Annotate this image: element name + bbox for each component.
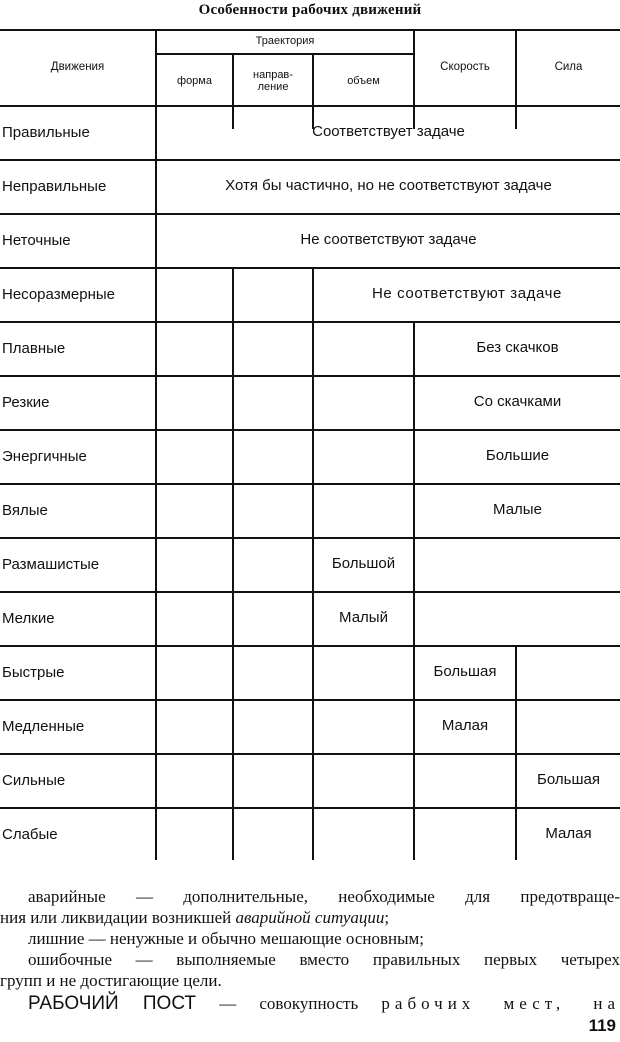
body-text xyxy=(0,886,620,1014)
row-label: Неточные xyxy=(2,231,71,249)
row-label: Несоразмерные xyxy=(2,285,115,303)
text-fragment-spaced: рабочих мест, на xyxy=(381,994,620,1013)
movements-table xyxy=(0,29,620,860)
page-number: 119 xyxy=(588,1016,616,1035)
row-value: Не соответствуют задаче xyxy=(372,284,562,302)
row-value: Большая xyxy=(433,662,497,680)
text-fragment: — совокупность xyxy=(196,994,382,1013)
table-caption: Особенности рабочих движений xyxy=(198,2,422,18)
table-line xyxy=(0,699,620,701)
paragraph-erroneous: ошибочные — выполняемые вместо правильных первых четырех xyxy=(28,950,620,969)
row-label: Быстрые xyxy=(2,663,65,681)
paragraph-emergency-cont xyxy=(0,907,620,928)
row-label: Размашистые xyxy=(2,555,100,573)
row-value: Малая xyxy=(441,716,489,734)
table-line xyxy=(0,645,620,647)
row-value: Большие xyxy=(485,446,550,464)
header-form: форма xyxy=(177,74,212,87)
header-direction: направ- ление xyxy=(253,68,293,93)
row-value: Большой xyxy=(331,554,396,572)
row-label: Плавные xyxy=(2,339,66,357)
header-force: Сила xyxy=(554,60,583,73)
row-label: Резкие xyxy=(2,393,50,411)
row-value: Не соответствуют задаче xyxy=(300,230,477,248)
text-fragment: ; xyxy=(384,908,390,927)
header-speed: Скорость xyxy=(440,60,490,73)
header-movements: Движения xyxy=(50,60,105,73)
term-work-post: РАБОЧИЙ ПОСТ xyxy=(28,993,197,1014)
paragraph-work-post xyxy=(0,993,620,1014)
table-line xyxy=(0,591,620,593)
row-label: Мелкие xyxy=(2,609,55,627)
paragraph-excess: лишние — ненужные и обычно мешающие основным; xyxy=(28,929,425,948)
paragraph-emergency xyxy=(0,886,620,907)
paragraph-erroneous-cont: групп и не достигающие цели. xyxy=(0,971,222,990)
row-value: Малая xyxy=(545,824,592,842)
text-fragment: ния или ликвидации возникшей xyxy=(0,908,236,927)
row-label: Медленные xyxy=(2,717,85,735)
header-volume: объем xyxy=(347,74,380,87)
row-value: Соответствует задаче xyxy=(312,122,465,140)
text-fragment: — дополнительные, необходимые для предотвраще- xyxy=(105,887,620,906)
header-trajectory: Траектория xyxy=(255,34,315,47)
italic-emergency-situation: аварийной ситуации xyxy=(235,908,385,927)
row-label: Вялые xyxy=(2,501,48,519)
row-label: Правильные xyxy=(2,123,90,141)
row-value: Малый xyxy=(339,608,388,626)
row-value: Большая xyxy=(537,770,600,788)
row-label: Неправильные xyxy=(2,177,107,195)
row-value: Хотя бы частично, но не соответствуют задаче xyxy=(225,176,552,194)
row-label: Сильные xyxy=(2,771,66,789)
row-label: Слабые xyxy=(2,825,58,843)
row-value: Без скачков xyxy=(476,338,559,356)
term-emergency: аварийные xyxy=(28,887,106,906)
table-line xyxy=(232,267,234,860)
row-value: Малые xyxy=(493,500,542,518)
row-value: Со скачками xyxy=(473,392,562,410)
row-label: Энергичные xyxy=(2,447,87,465)
